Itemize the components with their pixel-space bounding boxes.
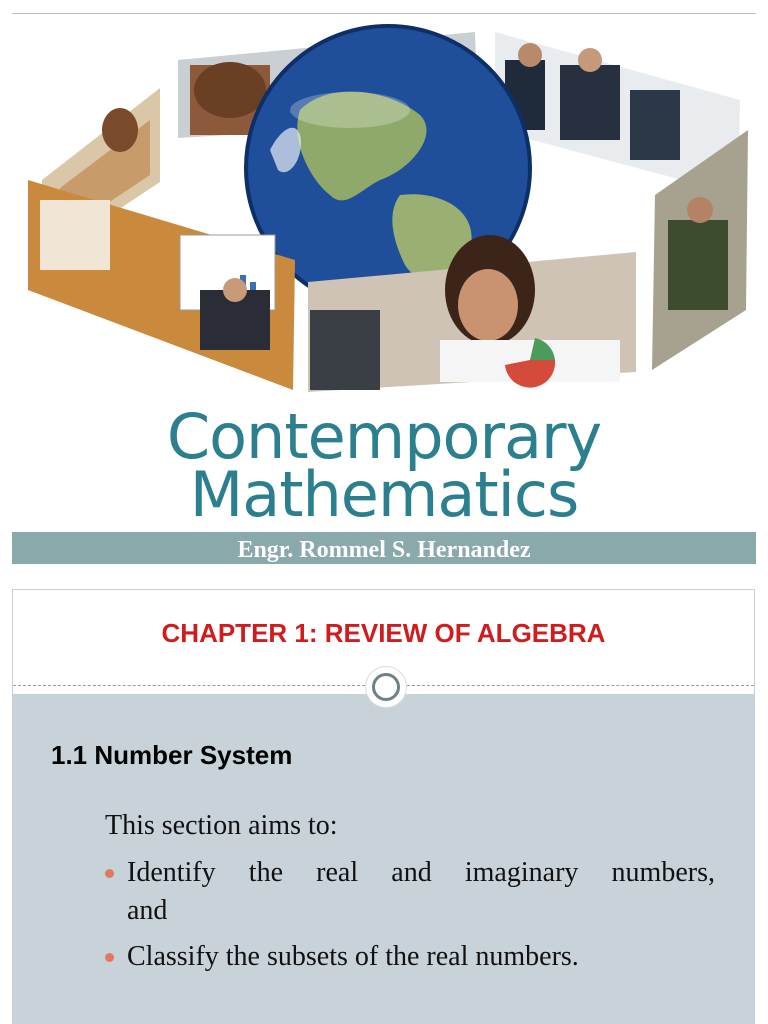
chapter-slide <box>12 589 755 1024</box>
ring-inner <box>372 673 400 701</box>
bullet-icon <box>105 869 114 878</box>
aims-intro: This section aims to: <box>105 810 338 841</box>
bullet-text-line: Identify the real and imaginary numbers, <box>127 857 715 888</box>
ring-icon <box>365 666 407 708</box>
top-rule <box>12 13 756 14</box>
chapter-title: CHAPTER 1: REVIEW OF ALGEBRA <box>161 618 606 648</box>
presentation-title <box>0 400 768 531</box>
content-panel <box>13 694 754 1024</box>
author-bar <box>12 532 756 564</box>
bullet-icon <box>105 953 114 962</box>
section-heading: 1.1 Number System <box>51 740 293 770</box>
photo-collage <box>0 20 768 400</box>
author-name: Engr. Rommel S. Hernandez <box>237 537 531 563</box>
title-line-1: Contemporary <box>166 400 602 473</box>
bullet-text-line: and <box>127 895 168 926</box>
aims-list <box>105 854 715 984</box>
bullet-text: Classify the subsets of the real numbers. <box>127 941 579 972</box>
list-item <box>105 938 715 976</box>
list-item <box>105 854 715 930</box>
title-line-2: Mathematics <box>189 458 579 531</box>
